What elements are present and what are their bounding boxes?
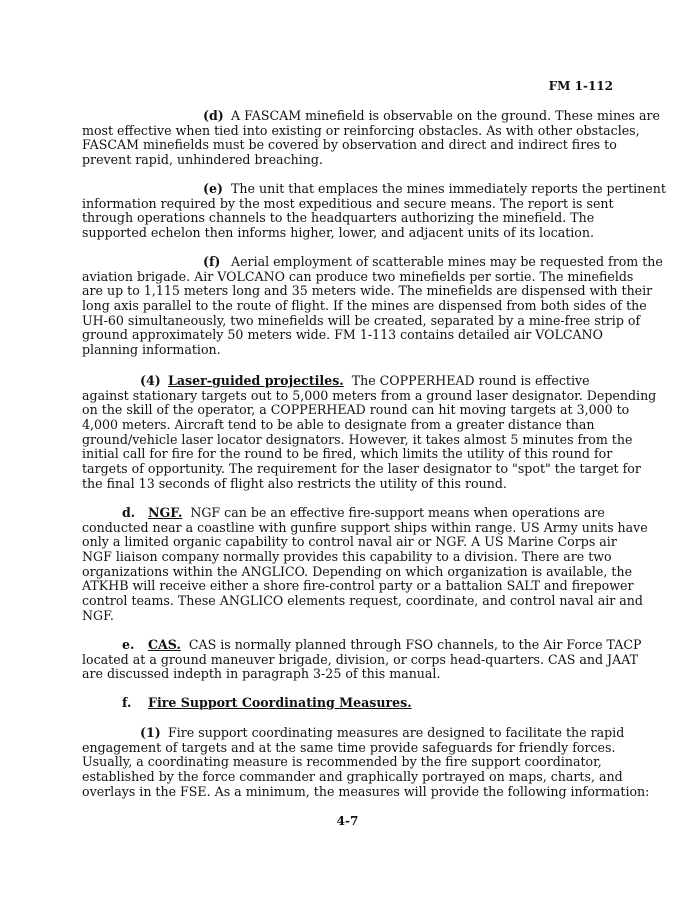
- paragraph: [82, 505, 648, 624]
- paragraph-text: A FASCAM minefield is observable on the ground. These mines are: [231, 108, 660, 123]
- text-line: are discussed indepth in paragraph 3-25 of this manual.: [82, 666, 441, 682]
- paragraph: [82, 108, 660, 168]
- paragraph-label: d.: [122, 505, 136, 520]
- text-line: against stationary targets out to 5,000 meters from a ground laser designator. Depending: [82, 387, 657, 403]
- paragraph-first-line: [82, 374, 622, 389]
- text-line: prevent rapid, unhindered breaching.: [82, 152, 323, 168]
- paragraph: [82, 725, 650, 799]
- paragraph-first-line: [82, 637, 642, 653]
- paragraph-label: e.: [122, 637, 135, 652]
- text-line: only a limited organic capability to control naval air or NGF. A US Marine Corps air: [82, 534, 617, 550]
- paragraph-label: (1): [140, 725, 161, 740]
- paragraph: [82, 373, 657, 492]
- paragraph-heading: CAS.: [148, 637, 181, 652]
- paragraph-label: (e): [203, 181, 223, 196]
- text-line: Usually, a coordinating measure is recommended by the fire support coordinator,: [82, 754, 602, 770]
- paragraph-text: CAS is normally planned through FSO channels, to the Air Force TACP: [188, 637, 642, 652]
- paragraph-label: (4): [140, 373, 161, 388]
- paragraph-first-line: [82, 725, 625, 741]
- text-line: UH-60 simultaneously, two minefields will be created, separated by a mine-free strip of: [82, 312, 641, 328]
- text-line: engagement of targets and at the same time provide safeguards for friendly forces.: [82, 739, 616, 755]
- paragraph-text: Aerial employment of scatterable mines may be requested from the: [231, 254, 663, 269]
- paragraph-first-line: [82, 506, 622, 521]
- paragraph-text: Fire support coordinating measures are designed to facilitate the rapid: [168, 725, 625, 740]
- paragraph-heading: Fire Support Coordinating Measures.: [148, 695, 412, 710]
- text-line: ATKHB will receive either a shore fire-control party or a battalion SALT and firepower: [82, 578, 634, 594]
- paragraph-first-line: [82, 108, 660, 124]
- text-line: conducted near a coastline with gunfire support ships within range. US Army units have: [82, 519, 648, 535]
- text-line: overlays in the FSE. As a minimum, the measures will provide the following information:: [82, 783, 650, 799]
- paragraph-first-line: [82, 696, 622, 711]
- text-line: initial call for fire for the round to be fired, which limits the utility of this round for: [82, 446, 613, 462]
- text-line: located at a ground maneuver brigade, division, or corps head-quarters. CAS and JAAT: [82, 651, 639, 667]
- text-line: information required by the most expeditious and secure means. The report is sent: [82, 195, 614, 211]
- text-line: organizations within the ANGLICO. Depending on which organization is available, the: [82, 563, 633, 579]
- text-line: targets of opportunity. The requirement for the laser designator to "spot" the target for: [82, 461, 641, 477]
- text-line: the final 13 seconds of flight also restricts the utility of this round.: [82, 475, 507, 491]
- text-line: control teams. These ANGLICO elements request, coordinate, and control naval air and: [82, 593, 643, 609]
- text-line: are up to 1,115 meters long and 35 meters wide. The minefields are dispensed with their: [82, 283, 653, 299]
- text-line: FASCAM minefields must be covered by observation and direct and indirect fires to: [82, 137, 617, 153]
- paragraph-text: The COPPERHEAD round is effective: [351, 373, 590, 388]
- page-number: 4-7: [336, 814, 359, 828]
- text-line: NGF.: [82, 607, 114, 623]
- text-line: through operations channels to the headquarters authorizing the minefield. The: [82, 210, 595, 226]
- paragraph-text: The unit that emplaces the mines immediately reports the pertinent: [231, 181, 666, 196]
- paragraph-label: (d): [203, 108, 224, 123]
- paragraph: [82, 181, 666, 241]
- text-line: established by the force commander and graphically portrayed on maps, charts, and: [82, 769, 623, 785]
- paragraph: [82, 254, 663, 358]
- paragraph-label: (f): [203, 254, 221, 269]
- running-header: FM 1-112: [548, 79, 613, 93]
- text-line: on the skill of the operator, a COPPERHEAD round can hit moving targets at 3,000 to: [82, 402, 630, 418]
- paragraph-first-line: [82, 254, 663, 270]
- text-line: 4,000 meters. Aircraft tend to be able to designate from a greater distance than: [82, 417, 595, 433]
- text-line: supported echelon then informs higher, lower, and adjacent units of its location.: [82, 225, 594, 241]
- text-line: aviation brigade. Air VOLCANO can produce two minefields per sortie. The minefields: [82, 268, 634, 284]
- paragraph-heading: Laser-guided projectiles.: [168, 373, 344, 388]
- paragraph-first-line: [82, 181, 666, 197]
- text-line: ground/vehicle laser locator designators. However, it takes almost 5 minutes from the: [82, 431, 633, 447]
- paragraph-heading: NGF.: [148, 505, 183, 520]
- paragraph-label: f.: [122, 695, 132, 710]
- text-line: NGF liaison company normally provides this capability to a division. There are two: [82, 549, 612, 565]
- paragraph-text: NGF can be an effective fire-support means when operations are: [190, 505, 605, 520]
- paragraph: [82, 637, 642, 682]
- text-line: planning information.: [82, 342, 221, 358]
- text-line: most effective when tied into existing or reinforcing obstacles. As with other obstacles,: [82, 122, 640, 138]
- text-line: long axis parallel to the route of flight. If the mines are dispensed from both sides of the: [82, 298, 647, 314]
- text-line: ground approximately 50 meters wide. FM 1-113 contains detailed air VOLCANO: [82, 327, 603, 343]
- paragraph: [82, 696, 622, 711]
